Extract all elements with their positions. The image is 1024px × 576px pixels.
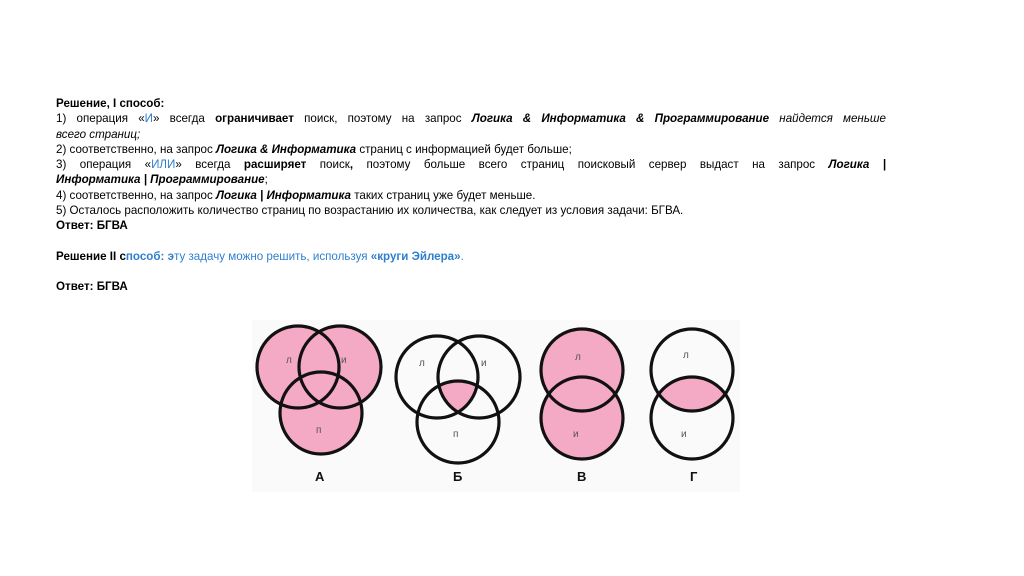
answer-1: Ответ: БГВА — [56, 219, 128, 233]
step1-text-a: 1) операция « — [56, 112, 145, 126]
step2-query: Логика & Информатика — [216, 142, 357, 156]
diagram-b-letter-i: и — [481, 358, 487, 369]
diagram-g — [651, 329, 733, 484]
step3-query-b: Информатика | Программирование — [56, 173, 265, 187]
step1-text-g: найдется меньше — [769, 112, 886, 126]
step3-text-g: поэтому больше всего страниц поисковый сервер выдаст на запрос — [353, 158, 829, 172]
diagram-b-letter-p: п — [453, 429, 459, 440]
diagram-a-letter-l: л — [286, 355, 292, 366]
step1-text-c: » всегда — [153, 112, 216, 126]
diagram-v-label: В — [577, 469, 587, 484]
step2-text-a: 2) соответственно, на запрос — [56, 142, 216, 156]
diagram-v — [541, 329, 623, 484]
diagram-b — [396, 336, 520, 484]
solution1-heading: Решение, I способ: — [56, 97, 165, 110]
step1-query: Логика & Информатика & Программирование — [471, 112, 770, 126]
solution2-period: . — [460, 249, 464, 263]
diagram-v-letter-i: и — [573, 429, 579, 440]
step1-line2: всего страниц; — [56, 127, 141, 141]
diagram-g-label: Г — [690, 469, 698, 484]
diagram-a-letter-i: и — [341, 355, 347, 366]
step3-query-a: Логика | — [828, 158, 887, 172]
solution2-heading: Решение II с — [56, 249, 126, 263]
diagram-a-label: А — [315, 469, 325, 484]
diagram-a-letter-p: п — [316, 425, 322, 436]
solution2-text-c: ту задачу можно решить, используя — [174, 249, 371, 263]
step1-text-e: поиск, поэтому на запрос — [293, 112, 472, 126]
diagram-b-letter-l: л — [419, 358, 425, 369]
step1-restricts: ограничивает — [215, 112, 294, 126]
diagram-a — [257, 326, 381, 484]
diagram-v-letter-l: л — [575, 352, 581, 363]
solution2-text-b: пособ: э — [125, 249, 175, 263]
diagram-g-letter-l: л — [683, 350, 689, 361]
step5-line: 5) Осталось расположить количество страниц по возрастанию их количества, как следует из условия задачи: БГВА. — [56, 204, 684, 218]
step1-op-and: И — [144, 112, 153, 126]
answer-2: Ответ: БГВА — [56, 279, 128, 293]
step2-text-c: страниц с информацией будет больше; — [356, 142, 572, 156]
step3-text-c: » всегда — [175, 158, 244, 172]
step3-comma: , — [349, 158, 354, 172]
step4-text-c: таких страниц уже будет меньше. — [350, 188, 536, 202]
step3-text-a: 3) операция « — [56, 158, 152, 172]
step3-expands: расширяет — [243, 158, 307, 172]
step4-text-a: 4) соответственно, на запрос — [56, 188, 216, 202]
step3-text-e: поиск — [306, 158, 350, 172]
step3-op-or: ИЛИ — [151, 158, 176, 172]
step4-query: Логика | Информатика — [216, 188, 351, 202]
step3-text-j: ; — [264, 173, 268, 187]
euler-circles-term: «круги Эйлера» — [370, 249, 461, 263]
diagram-g-letter-i: и — [681, 429, 687, 440]
diagram-b-label: Б — [453, 469, 463, 484]
